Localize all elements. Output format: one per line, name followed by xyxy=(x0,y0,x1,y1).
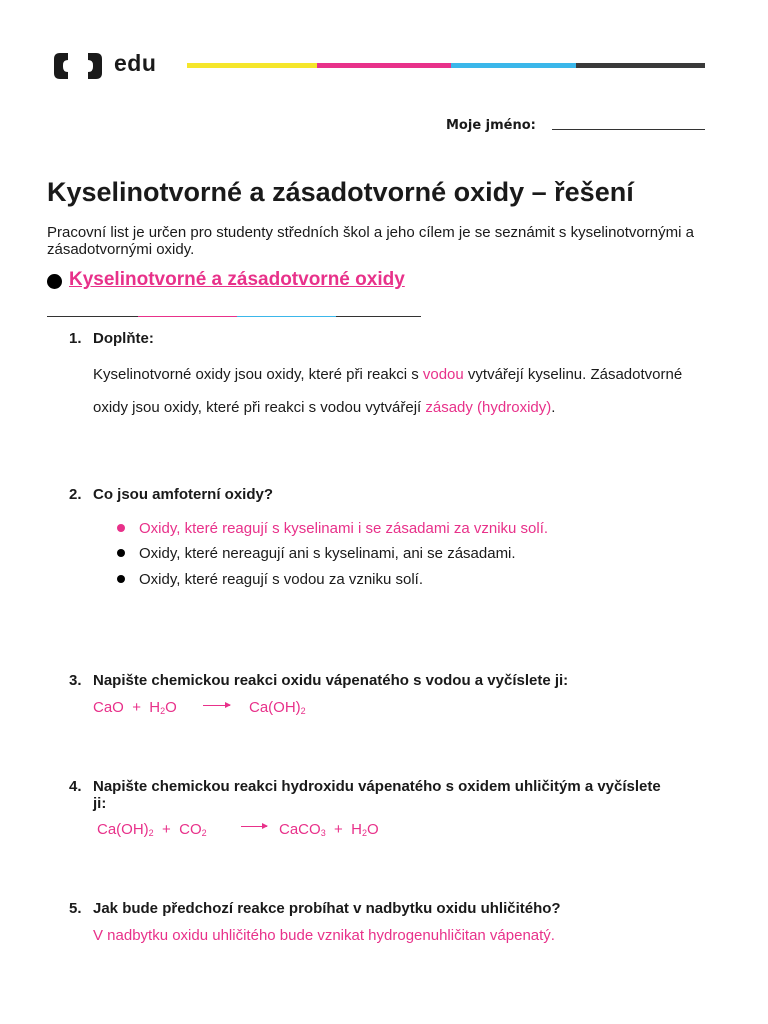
name-field[interactable] xyxy=(552,129,705,130)
q4-equation-right xyxy=(279,821,379,838)
intro-text: Pracovní list je určen pro studenty středních škol a jeho cílem je se seznámit s kyselinotvornými a zásadotvornými oxidy. xyxy=(47,224,694,258)
q3-plus: + xyxy=(132,699,141,716)
q4-title-line1: Napište chemickou reakci hydroxidu vápenatého s oxidem uhličitým a vyčíslete xyxy=(93,778,661,795)
q1-answer-2: zásady (hydroxidy) xyxy=(425,399,552,416)
ct-logo-icon xyxy=(52,51,104,81)
q1-answer-1: vodou xyxy=(422,366,464,383)
section-title: Kyselinotvorné a zásadotvorné oxidy xyxy=(69,269,405,290)
q2-option-2-bullet-icon xyxy=(117,549,125,557)
q1-line1-text-a: Kyselinotvorné oxidy jsou oxidy, které při reakci s xyxy=(93,366,423,383)
q3-title: Napište chemickou reakci oxidu vápenatého s vodou a vyčíslete ji: xyxy=(93,672,569,689)
stripe-pink xyxy=(317,63,451,68)
q5-number: 5. xyxy=(69,900,82,917)
q4-number: 4. xyxy=(69,778,82,795)
q3-arrow-icon xyxy=(203,705,230,706)
q4-title-line2: ji: xyxy=(93,795,107,812)
q2-option-1: Oxidy, které reagují s kyselinami i se zásadami za vzniku solí. xyxy=(139,520,549,537)
name-label: Moje jméno: xyxy=(446,118,536,133)
q1-line1 xyxy=(93,366,682,383)
q4-equation-left xyxy=(97,821,207,838)
q3-equation-left xyxy=(93,699,177,716)
q4-plus-left: + xyxy=(162,821,171,838)
q4-product-2: $H_2O$ xyxy=(351,821,379,838)
q2-option-3-bullet-icon xyxy=(117,575,125,583)
underline-grey xyxy=(336,316,421,317)
q4-product-1: CaCO$_3$ xyxy=(279,821,326,838)
q5-title: Jak bude předchozí reakce probíhat v nadbytku oxidu uhličitého? xyxy=(93,900,561,917)
q1-number: 1. xyxy=(69,330,82,347)
q4-arrow-icon xyxy=(241,826,267,827)
underline-dark xyxy=(47,316,138,317)
q1-title: Doplňte: xyxy=(93,330,154,347)
stripe-blue xyxy=(451,63,576,68)
q2-title: Co jsou amfoterní oxidy? xyxy=(93,486,274,503)
q4-reactant-2: $CO_2$ xyxy=(179,821,207,838)
q4-plus-right: + xyxy=(334,821,343,838)
underline-pink xyxy=(138,316,237,317)
stripe-yellow xyxy=(187,63,317,68)
q3-equation-right: $Ca(OH)_2$ xyxy=(249,699,306,716)
q1-line2-text-a: oxidy jsou oxidy, které při reakci s vodou vytvářejí xyxy=(93,399,426,416)
q5-answer: V nadbytku oxidu uhličitého bude vznikat hydrogenuhličitan vápenatý. xyxy=(93,927,555,944)
q2-option-1-bullet-icon xyxy=(117,524,125,532)
q2-number: 2. xyxy=(69,486,82,503)
q3-number: 3. xyxy=(69,672,82,689)
section-bullet-icon xyxy=(47,274,62,289)
logo-text: edu xyxy=(114,50,157,76)
q2-option-2: Oxidy, které nereagují ani s kyselinami, ani se zásadami. xyxy=(139,545,516,562)
q2-option-3: Oxidy, které reagují s vodou za vzniku solí. xyxy=(139,571,424,588)
q1-line2-text-b: . xyxy=(551,399,556,416)
underline-blue xyxy=(237,316,336,317)
q1-line1-text-b: vytvářejí kyselinu. Zásadotvorné xyxy=(463,366,683,383)
q3-reactant-1: CaO xyxy=(93,699,124,716)
stripe-dark xyxy=(576,63,705,68)
q4-reactant-1: $Ca(OH)_2$ xyxy=(97,821,154,838)
page-title: Kyselinotvorné a zásadotvorné oxidy – řešení xyxy=(47,177,634,207)
q3-reactant-2: $H_2O$ xyxy=(149,699,177,716)
q1-line2 xyxy=(93,399,555,416)
